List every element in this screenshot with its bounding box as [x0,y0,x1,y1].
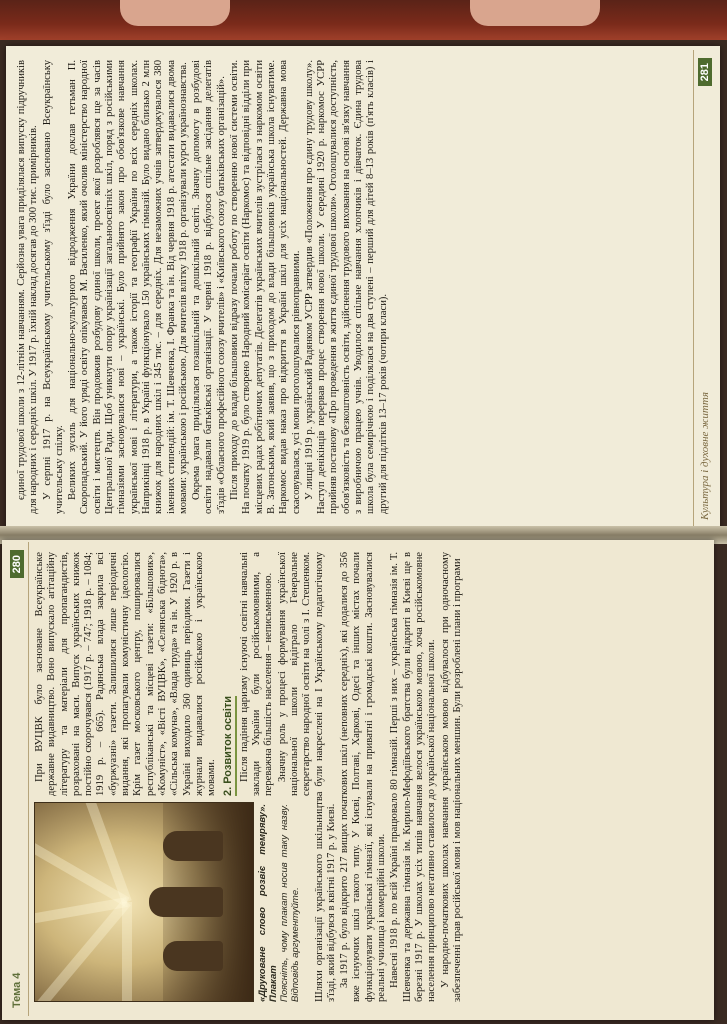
page-number: 280 [10,550,24,578]
figure-caption [257,804,301,1002]
book-page-left [2,540,714,1020]
page-text-right [16,60,688,514]
paragraph: У серпні 1917 р. на Всеукраїнському учительському з'їзді було засновано Всеукраїнську учительську спілку. [41,60,65,514]
page-header-left [6,542,29,1016]
section-heading: 2. Розвиток освіти [222,696,236,796]
poster-image [34,802,254,1002]
paragraph: При ВУЦВК було засноване Всеукраїнське державне видавництво. Воно випускало агітаційну літературу та матеріали для пропагандистів, розраховані на маси. Випуск українських книжок постійно скорочувався (1917 р. – 747; 1918 р. – 1084; 1919 р. – 665). Радянська влада закрила всі «буржуазні» газети. Залишилися лише періодичні видання, які пропагували комуністичну ідеологію. Крім газет московського центру, поширювалися республіканські та місцеві газети: «Більшовик», «Комуніст», «Вісті ВУЦВК», «Селянська біднота», «Сільська комуна», «Влада труда» та ін. У 1920 р. в Україні виходило 360 одиниць періодики. Газети і журнали видавалися російською і українською мовами. [34,552,218,796]
paragraph: Великих зусиль для національно-культурного відродження України доклав гетьман П. Скоропадський. У його уряді освіту опікувався М. Василенко, який очолив міністерство народної освіти і мистецтв. Він продовжив розбудову єдиної школи, проект якої розроблявся ще за часів Центральної Ради. Щоб уникнути опору українізації загальноосвітніх шкіл, поряд з російськими гімназіями засновувалися нові – українські. Було прийнято закон про обов'язкове навчання української мові і літератури, а також історії та географії України по всіх середніх школах. Наприкінці 1918 р. в Україні функціонувало 150 українських гімназій. Було видано близько 2 млн книжок для народних шкіл і 345 тис. – для середніх. Для незаможних учнів затверджувалося 380 іменних стипендій: ім. Т. Шевченка, І. Франка та ін. Від червня 1918 р. атестати видавалися двома мовами: українською і російською. Для вчителів влітку 1918 р. організували курси українознавства. [67,60,189,514]
paragraph: Значну роль у процесі формування української національної школи відіграло Генеральне секретарство народної освіти на чолі з І. Стешенком. Шляхи організації українського шкільництва були накреслені на І Українському педагогічному з'їзді, який відбувся в квітні 1917 р. у Києві. [276,552,337,1002]
paragraph: У лищні 1919 р. український Радянком УСРР затвердив «Положення про єдину трудову школу». Наступ денікінців перервав процес створення нової школи. У середині 1920 р. наркомос УСРР прийняв постанову «Про проведення в життя єдиної трудової школи». Оголошувалися доступність, обов'язковість та безкоштовність освіти, здійснення трудового виховання на основі зв'язку навчання з виробничою працею учнів. Уводилося спільне навчання хлопчиків і дівчаток. Єдина трудова школа була семирічною і поділялася на два ступені – перший для дітей 8–13 років (п'ять класів) і другий для підлітків 13–17 років (чотири класи). [303,60,389,514]
paragraph: єдиної трудової школи з 12-літнім навчанням. Серйозна увага приділялася випуску підручників для народних і середніх шкіл. У 1917 р. їхній наклад досягав до 300 тис. примірників. [16,60,40,514]
page-content-right [10,50,716,528]
paragraph: Навесні 1918 р. по всій Україні працювало 80 гімназій. Перші з них – українська гімназія ім. Т. Шевченка та державна гімназія ім. Кирило-Мефодіївського братства були відкриті в Києві ще в березні 1917 р. У школах усіх типів навчання велося українською мовою, хоча російськомовне населення принципово негативно ставилося до української національної школи. [389,552,438,1002]
paragraph: У народно-початкових школах навчання українською мовою відбувалося при одночасному забезпеченні прав російської мови і мов національних меншин. Були розроблені плани і програми [439,552,463,1002]
photographer-finger [470,0,600,26]
paragraph: Після приходу до влади більшовики відразу почали роботу по створенню нової системи освіти. На початку 1919 р. було створено Народний комісаріат освіти (Наркомос) та відповідні відділи при місцевих радах робітничих депутатів. Делегатів українських вчителів зустрілася з наркомом освіти В. Затонським, який заявив, що з приходом до влади більшовиків українська школа існуватиме. Наркомос видав наказ про відкриття в Україні шкіл для усіх національностей. Державна мова скасовувалася, усі мови проголошувалися рівноправними. [229,60,302,514]
running-title: Культура і духовне життя [699,391,711,520]
page-content-left [6,542,710,1016]
topic-label: Тема 4 [11,972,23,1008]
book-background-top [0,0,727,40]
paragraph: Окрема увага приділялася позашкільній та дошкільній освіті. Значну допомогу в розбудові освіти надавали батьківські організації. У червні 1918 р. відбулося спільне засідання делегатів з'їздів «Обласного професійного союзу вчителів» і «Київського союзу батьківських організацій». [191,60,227,514]
photographer-finger [120,0,230,26]
paragraph: Після падіння царизму існуючі освітні навчальні заклади України були російськомовними, а переважна більшість населення – неписьменною. [238,552,275,796]
caption-title: «Друковане слово розвіє темряву». Плакат [257,804,279,1002]
page-text-left [34,552,704,1002]
page-number: 281 [698,58,712,86]
poster-figure [34,804,301,1002]
paragraph: За 1917 р. було відкрито 217 вищих початкових шкіл (неповних середніх), які додалися до 356 вже існуючих шкіл такого типу. У Києві, Полтаві, Харкові, Одесі та інших містах почали функціонувати українські гімназії, які існували на приватні і громадські кошти. Засновувалися реальні училища і комерційні школи. [339,552,388,1002]
book-page-right [6,46,720,532]
page-footer-right [693,50,716,528]
caption-question: Поясніть, чому плакат носив таку назву. Відповідь аргументуйте. [279,804,301,1002]
